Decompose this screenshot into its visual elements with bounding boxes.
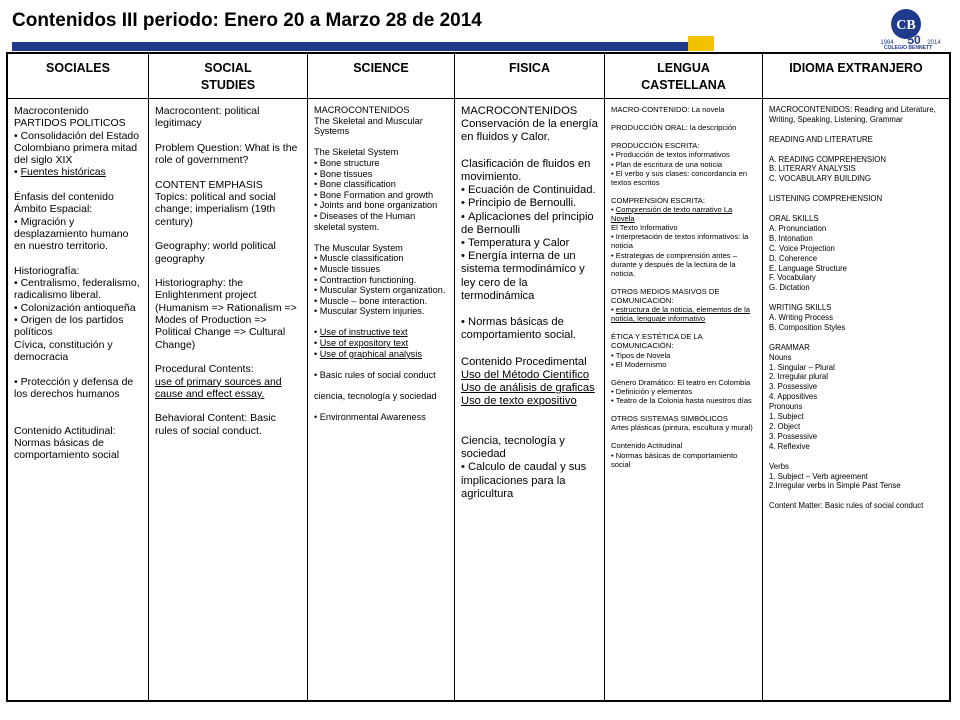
text-line: Macrocontent: political legitimacy: [155, 105, 260, 130]
text-line: Verbs: [769, 461, 789, 471]
spacer: [769, 452, 943, 462]
bullet-item: • Bone structure: [314, 158, 448, 169]
header-label: SCIENCE: [353, 61, 409, 75]
bullet-item: • El verbo y sus clases: concordancia en textos escritos: [611, 169, 756, 187]
text-line: 1. Singular – Plural: [769, 362, 835, 372]
spacer: [461, 422, 598, 435]
text-line: PRODUCCIÓN ORAL: la descripción: [611, 123, 737, 133]
text-line: OTROS SISTEMAS SIMBÓLICOS: [611, 414, 728, 424]
text-line: 4. Appositives: [769, 392, 818, 402]
text-line: E. Language Structure: [769, 263, 848, 273]
spacer: [611, 278, 756, 287]
logo-caption: COLEGIO BENNETT: [883, 45, 933, 50]
spacer: [611, 369, 756, 378]
bullet-item: • Plan de escritura de una noticia: [611, 160, 756, 169]
text-line: 2. Irregular plural: [769, 372, 828, 382]
header-idioma-extranjero: [763, 54, 949, 98]
spacer: [769, 145, 943, 155]
text-line: MACROCONTENIDOS: [461, 105, 578, 117]
text-line: The Muscular System: [314, 242, 403, 253]
text-line: B. Intonation: [769, 233, 813, 243]
school-logo: [862, 6, 954, 50]
bullet-item: • Muscle – bone interaction.: [314, 296, 448, 307]
bullet-item: • Definición y elementos: [611, 387, 756, 396]
header-label: LENGUA CASTELLANA: [641, 61, 726, 92]
bullet-item: • Normas básicas de comportamiento social: [611, 451, 756, 469]
text-line: Topics: political and social change; imperialism (19th century): [155, 191, 276, 228]
spacer: [155, 166, 301, 178]
text-line: Pronouns: [769, 402, 803, 412]
text-line: Nouns: [769, 352, 792, 362]
text-line: Ciencia, tecnología y sociedad: [461, 435, 565, 461]
text-line: A. Pronunciation: [769, 223, 827, 233]
spacer: [611, 405, 756, 414]
text-line: GRAMMAR: [769, 342, 810, 352]
text-line: CONTENT EMPHASIS: [155, 178, 263, 191]
text-line: 1. Subject – Verb agreement: [769, 471, 868, 481]
spacer: [611, 132, 756, 141]
text-line: C. Voice Projection: [769, 243, 835, 253]
text-line: Género Dramático: El teatro en Colombia: [611, 377, 751, 387]
text-line: Behavioral Content: Basic rules of social conduct.: [155, 412, 276, 437]
column-fisica: [455, 99, 605, 700]
text-line: ORAL SKILLS: [769, 213, 819, 223]
spacer: [14, 253, 142, 265]
text-line: 3. Possessive: [769, 382, 818, 392]
spacer: [14, 363, 142, 375]
title-underline-bar: [12, 42, 688, 51]
bullet-item: • Colonización antioqueña: [14, 302, 142, 314]
text-line: PARTIDOS POLITICOS: [14, 117, 126, 130]
text-line: Clasificación de fluidos en movimiento.: [461, 157, 591, 184]
bullet-item: • Teatro de la Colonia hasta nuestros días: [611, 396, 756, 405]
header-label: IDIOMA EXTRANJERO: [789, 61, 923, 75]
spacer: [155, 400, 301, 412]
text-line: Contenido Actitudinal: Normas básicas de comportamiento social: [14, 424, 120, 462]
bullet-item: • Estrategias de comprensión antes – durante y después de la lectura de la noticia.: [611, 251, 756, 278]
bullet-item: • Muscular System organization.: [314, 285, 448, 296]
text-line: 1. Subject: [769, 412, 804, 422]
header-sociales: [8, 54, 149, 98]
spacer: [314, 380, 448, 391]
bullet-item: • Consolidación del Estado Colombiano primera mitad del siglo XIX: [14, 130, 142, 167]
text-line: Uso de análisis de graficas: [461, 382, 595, 395]
text-line: Cívica, constitución y democracia: [14, 338, 113, 363]
bullet-item: • Interpretación de textos informativos: la noticia: [611, 232, 756, 250]
bullet-item: • Contraction functioning.: [314, 275, 448, 286]
text-line: Uso del Método Científico: [461, 369, 590, 382]
bullet-item: • Centralismo, federalismo, radicalismo liberal.: [14, 277, 142, 302]
bullet-item: • Muscle classification: [314, 253, 448, 264]
spacer: [461, 145, 598, 158]
text-line: MACRO-CONTENIDO: La novela: [611, 105, 725, 114]
text-line: MACROCONTENIDOS: [314, 105, 410, 115]
header-lengua-castellana: [605, 54, 763, 98]
header-label: FISICA: [509, 61, 550, 75]
bullet-item: • Migración y desplazamiento humano en nuestro territorio.: [14, 216, 142, 253]
spacer: [14, 179, 142, 191]
bullet-item: • Ecuación de Continuidad.: [461, 184, 598, 197]
bullet-item: • Origen de los partidos políticos: [14, 314, 142, 339]
text-line: Historiografía:: [14, 264, 80, 277]
header-label: SOCIAL STUDIES: [200, 61, 256, 92]
text-line: B. Composition Styles: [769, 322, 846, 332]
text-line: OTROS MEDIOS MASIVOS DE COMUNICACIÓN:: [611, 286, 720, 305]
text-line: D. Coherence: [769, 253, 818, 263]
column-science: [308, 99, 455, 700]
bullet-item: • Tipos de Novela: [611, 351, 756, 360]
text-line: Énfasis del contenido: [14, 191, 114, 204]
bullet-item: • Normas básicas de comportamiento social.: [461, 316, 598, 342]
text-line: A. READING COMPREHENSION: [769, 154, 886, 164]
spacer: [314, 232, 448, 243]
text-line: LISTENING COMPREHENSION: [769, 194, 883, 204]
spacer: [611, 114, 756, 123]
spacer: [155, 130, 301, 142]
spacer: [769, 125, 943, 135]
text-line: READING AND LITERATURE: [769, 134, 873, 144]
text-line: Ámbito Espacial:: [14, 203, 93, 216]
bullet-item: • Environmental Awareness: [314, 412, 448, 423]
bullet-item: • Basic rules of social conduct: [314, 370, 448, 381]
text-line: A. Writing Process: [769, 313, 833, 323]
header-label: SOCIALES: [46, 61, 110, 75]
spacer: [769, 293, 943, 303]
text-line: Content Matter: Basic rules of social conduct: [769, 501, 924, 511]
text-line: PRODUCCIÓN ESCRITA:: [611, 141, 700, 151]
column-idioma-extranjero: [763, 99, 949, 700]
column-sociales: [8, 99, 149, 700]
spacer: [461, 343, 598, 356]
text-line: ÉTICA Y ESTÉTICA DE LA COMUNICACIÓN:: [611, 332, 703, 351]
contents-table: [6, 52, 951, 702]
bullet-item: • Muscle tissues: [314, 264, 448, 275]
column-lengua-castellana: [605, 99, 763, 700]
header-fisica: [455, 54, 605, 98]
bullet-item: • Diseases of the Human skeletal system.: [314, 211, 448, 232]
text-line: El Texto Informativo: [611, 223, 678, 233]
column-social-studies: [149, 99, 308, 700]
spacer: [611, 323, 756, 332]
spacer: [611, 187, 756, 196]
bullet-item: • Energía interna de un sistema termodinámico y ley cero de la termodinámica: [461, 250, 598, 303]
table-body-row: [8, 99, 949, 700]
spacer: [611, 432, 756, 441]
logo-year-left: 1964: [880, 40, 894, 46]
spacer: [461, 409, 598, 422]
text-line: Problem Question: What is the role of government?: [155, 141, 298, 167]
text-line: Uso de texto expositivo: [461, 395, 577, 408]
bullet-item: • Producción de textos informativos: [611, 150, 756, 159]
bullet-item: • Use of graphical analysis: [314, 349, 448, 360]
logo-initials: CB: [896, 18, 916, 33]
bullet-item: • Bone classification: [314, 179, 448, 190]
text-line: 4. Reflexive: [769, 441, 810, 451]
text-line: Artes plásticas (pintura, escultura y mural): [611, 423, 753, 433]
bullet-item: • Fuentes históricas: [14, 166, 142, 178]
text-line: Historiography: the Enlightenment project (Humanism => Rationalism => Modes of Production => Political Change => Cultural Change): [155, 277, 297, 351]
bullet-item: • Use of expository text: [314, 338, 448, 349]
bullet-item: • Bone tissues: [314, 169, 448, 180]
spacer: [769, 204, 943, 214]
bullet-item: • Temperatura y Calor: [461, 237, 598, 250]
text-line: MACROCONTENIDOS: Reading and Literature, Writing, Speaking, Listening, Grammar: [769, 105, 936, 124]
header-science: [308, 54, 455, 98]
page-title: Contenidos III periodo: Enero 20 a Marzo 28 de 2014: [12, 10, 482, 31]
text-line: Contenido Procedimental: [461, 355, 587, 368]
bullet-item: • Calculo de caudal y sus implicaciones para la agricultura: [461, 461, 598, 501]
text-line: C. VOCABULARY BUILDING: [769, 174, 871, 184]
header-social-studies: [149, 54, 308, 98]
bullet-item: • Bone Formation and growth: [314, 190, 448, 201]
title-accent-block: [688, 36, 714, 51]
bullet-item: • Principio de Bernoulli.: [461, 197, 598, 210]
text-line: 3. Possessive: [769, 431, 818, 441]
bullet-item: • Joints and bone organization: [314, 200, 448, 211]
spacer: [769, 491, 943, 501]
bullet-item: • El Modernismo: [611, 360, 756, 369]
text-line: ciencia, tecnología y sociedad: [314, 391, 437, 402]
bullet-item: • Use of instructive text: [314, 327, 448, 338]
spacer: [155, 265, 301, 277]
spacer: [769, 184, 943, 194]
text-line: use of primary sources and cause and effect essay.: [155, 375, 282, 400]
spacer: [314, 137, 448, 148]
spacer: [314, 317, 448, 328]
bullet-item: • Aplicaciones del principio de Bernoulli: [461, 211, 598, 237]
spacer: [14, 400, 142, 412]
logo-number: 50: [907, 33, 921, 47]
spacer: [769, 333, 943, 343]
text-line: COMPRENSIÓN ESCRITA:: [611, 195, 705, 205]
text-line: 2.Irregular verbs in Simple Past Tense: [769, 481, 901, 491]
text-line: Contenido Actitudinal: [611, 441, 683, 451]
text-line: The Skeletal System: [314, 147, 399, 158]
bullet-item: • Protección y defensa de los derechos humanos: [14, 376, 142, 401]
spacer: [314, 402, 448, 413]
text-line: Macrocontenido: [14, 105, 89, 117]
bullet-item: • estructura de la noticia, elementos de la noticia, lenguaje informativo: [611, 305, 756, 323]
text-line: Procedural Contents:: [155, 363, 254, 376]
text-line: F. Vocabulary: [769, 273, 816, 283]
text-line: The Skeletal and Muscular Systems: [314, 115, 423, 137]
text-line: WRITING SKILLS: [769, 303, 832, 313]
spacer: [155, 351, 301, 363]
text-line: 2. Object: [769, 422, 801, 431]
bullet-item: • Muscular System injuries.: [314, 306, 448, 317]
text-line: G. Dictation: [769, 283, 810, 293]
text-line: Conservación de la energía en fluidos y Calor.: [461, 118, 598, 144]
text-line: B. LITERARY ANALYSIS: [769, 164, 856, 174]
table-header-row: [8, 54, 949, 99]
bullet-item: • Comprensión de texto narrativo La Novela: [611, 205, 756, 223]
text-line: Geography: world political geography: [155, 240, 276, 265]
spacer: [155, 228, 301, 240]
spacer: [14, 412, 142, 424]
spacer: [314, 359, 448, 370]
logo-year-right: 2014: [927, 40, 941, 46]
spacer: [461, 303, 598, 316]
